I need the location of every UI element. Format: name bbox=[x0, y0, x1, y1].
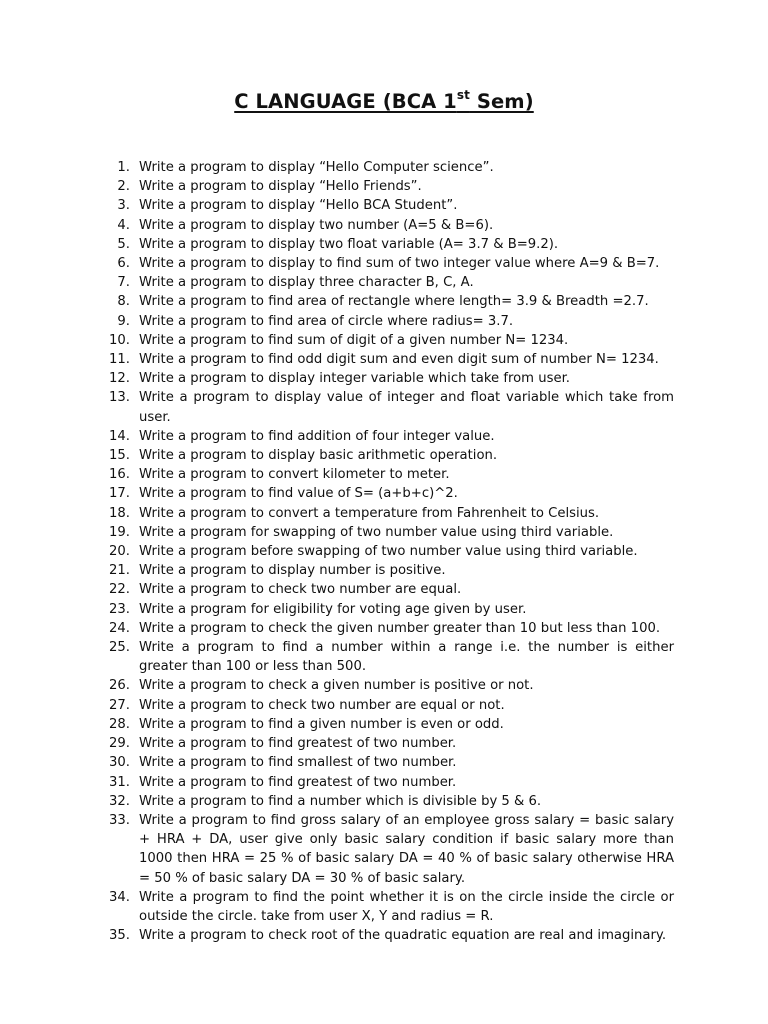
title-main: C LANGUAGE (BCA 1 bbox=[234, 89, 457, 113]
list-item bbox=[96, 254, 674, 273]
list-item bbox=[96, 216, 674, 235]
list-item-number: 7. bbox=[117, 275, 130, 291]
list-item bbox=[96, 696, 674, 715]
list-item-number: 29. bbox=[109, 736, 130, 752]
list-item-text: Write a program to display number is positive. bbox=[139, 563, 446, 579]
list-item-text: Write a program to check a given number is positive or not. bbox=[139, 678, 534, 694]
list-item-text: Write a program to find addition of four integer value. bbox=[139, 428, 495, 444]
list-item-number: 17. bbox=[109, 486, 130, 502]
list-item bbox=[96, 619, 674, 638]
list-item-text: Write a program to display integer variable which take from user. bbox=[139, 371, 570, 387]
page-title bbox=[0, 89, 768, 113]
list-item-number: 24. bbox=[109, 620, 130, 636]
list-item-text: Write a program to find a given number is even or odd. bbox=[139, 716, 504, 732]
list-item-number: 10. bbox=[109, 332, 130, 348]
list-item bbox=[96, 926, 674, 945]
list-item-text: Write a program to check root of the quadratic equation are real and imaginary. bbox=[139, 928, 667, 944]
list-item-text: Write a program to find odd digit sum and even digit sum of number N= 1234. bbox=[139, 352, 659, 368]
list-item-number: 34. bbox=[109, 889, 130, 905]
list-item-text: Write a program to find smallest of two number. bbox=[139, 755, 457, 771]
list-item-text: Write a program to display value of integer and float variable which take from user. bbox=[139, 390, 674, 425]
list-item-text: Write a program to check two number are equal. bbox=[139, 582, 462, 598]
list-item-text: Write a program before swapping of two number value using third variable. bbox=[139, 544, 638, 560]
list-item-text: Write a program to check the given number greater than 10 but less than 100. bbox=[139, 620, 661, 636]
list-item-text: Write a program for swapping of two number value using third variable. bbox=[139, 524, 614, 540]
list-item-number: 35. bbox=[109, 928, 130, 944]
list-item-number: 1. bbox=[117, 160, 130, 175]
list-item bbox=[96, 504, 674, 523]
list-item bbox=[96, 523, 674, 542]
list-item-number: 18. bbox=[109, 505, 130, 521]
list-item-number: 25. bbox=[109, 640, 130, 656]
list-item-text: Write a program to convert kilometer to meter. bbox=[139, 467, 450, 483]
list-item-number: 12. bbox=[109, 371, 130, 387]
list-item-text: Write a program to display two number (A=5 & B=6). bbox=[139, 217, 494, 233]
list-item-number: 23. bbox=[109, 601, 130, 617]
list-item bbox=[96, 484, 674, 503]
list-item-text: Write a program to find value of S= (a+b+c)^2. bbox=[139, 486, 458, 502]
list-item-text: Write a program to find greatest of two number. bbox=[139, 774, 457, 790]
list-item-number: 30. bbox=[109, 755, 130, 771]
list-item-number: 8. bbox=[117, 294, 130, 310]
list-item bbox=[96, 388, 674, 426]
list-item bbox=[96, 465, 674, 484]
list-item-text: Write a program to display “Hello BCA Student”. bbox=[139, 198, 458, 214]
list-item bbox=[96, 235, 674, 254]
list-item bbox=[96, 734, 674, 753]
list-item-number: 14. bbox=[109, 428, 130, 444]
list-item bbox=[96, 638, 674, 676]
list-item-number: 22. bbox=[109, 582, 130, 598]
list-item-text: Write a program to find a number which is divisible by 5 & 6. bbox=[139, 793, 542, 809]
list-item-number: 16. bbox=[109, 467, 130, 483]
list-item-text: Write a program to display “Hello Friends”. bbox=[139, 179, 422, 195]
list-item bbox=[96, 888, 674, 926]
list-item bbox=[96, 561, 674, 580]
list-item-number: 28. bbox=[109, 716, 130, 732]
list-item bbox=[96, 177, 674, 196]
list-item-number: 3. bbox=[117, 198, 130, 214]
title-end: Sem) bbox=[469, 89, 534, 113]
list-item bbox=[96, 792, 674, 811]
list-item bbox=[96, 753, 674, 772]
list-item-number: 27. bbox=[109, 697, 130, 713]
list-item-text: Write a program to find area of circle where radius= 3.7. bbox=[139, 313, 514, 329]
list-item bbox=[96, 715, 674, 734]
list-item-text: Write a program to display two float variable (A= 3.7 & B=9.2). bbox=[139, 236, 559, 252]
list-item bbox=[96, 446, 674, 465]
list-item bbox=[96, 312, 674, 331]
list-item bbox=[96, 273, 674, 292]
list-item bbox=[96, 158, 674, 177]
list-item-text: Write a program to display three character B, C, A. bbox=[139, 275, 474, 291]
list-item-number: 33. bbox=[109, 812, 130, 828]
list-item-number: 4. bbox=[117, 217, 130, 233]
list-item bbox=[96, 676, 674, 695]
list-item bbox=[96, 811, 674, 888]
list-item bbox=[96, 600, 674, 619]
list-item-text: Write a program to convert a temperature from Fahrenheit to Celsius. bbox=[139, 505, 600, 521]
list-item-number: 11. bbox=[109, 352, 130, 368]
list-item bbox=[96, 331, 674, 350]
list-item-text: Write a program to find sum of digit of a given number N= 1234. bbox=[139, 332, 569, 348]
title-superscript: st bbox=[456, 88, 470, 102]
list-item-number: 32. bbox=[109, 793, 130, 809]
list-item-text: Write a program to display “Hello Computer science”. bbox=[139, 160, 494, 175]
list-item-number: 9. bbox=[117, 313, 130, 329]
list-item bbox=[96, 580, 674, 599]
list-item bbox=[96, 773, 674, 792]
list-item-text: Write a program to display to find sum of two integer value where A=9 & B=7. bbox=[139, 256, 660, 272]
list-item-number: 21. bbox=[109, 563, 130, 579]
list-item-text: Write a program to find greatest of two number. bbox=[139, 736, 457, 752]
list-item-text: Write a program to find the point whether it is on the circle inside the circle or outside the circle. take from user X, Y and radius = R. bbox=[139, 889, 674, 924]
list-item-number: 26. bbox=[109, 678, 130, 694]
list-item-number: 19. bbox=[109, 524, 130, 540]
list-item bbox=[96, 350, 674, 369]
list-item-number: 2. bbox=[117, 179, 130, 195]
program-list bbox=[96, 158, 674, 945]
list-item bbox=[96, 542, 674, 561]
list-item bbox=[96, 196, 674, 215]
list-item-number: 31. bbox=[109, 774, 130, 790]
list-item-number: 20. bbox=[109, 544, 130, 560]
list-item-text: Write a program to find area of rectangle where length= 3.9 & Breadth =2.7. bbox=[139, 294, 649, 310]
list-item-number: 5. bbox=[117, 236, 130, 252]
list-item-text: Write a program to display basic arithmetic operation. bbox=[139, 448, 498, 464]
list-item-text: Write a program for eligibility for voting age given by user. bbox=[139, 601, 527, 617]
list-item-number: 13. bbox=[109, 390, 130, 406]
list-item-number: 6. bbox=[117, 256, 130, 272]
list-item bbox=[96, 427, 674, 446]
list-item bbox=[96, 292, 674, 311]
list-item-text: Write a program to check two number are equal or not. bbox=[139, 697, 505, 713]
list-item-text: Write a program to find a number within a range i.e. the number is either greater than 100 or less than 500. bbox=[139, 640, 674, 675]
list-item-number: 15. bbox=[109, 448, 130, 464]
list-item bbox=[96, 369, 674, 388]
list-item-text: Write a program to find gross salary of an employee gross salary = basic salary + HRA + DA, user give only basic salary condition if basic salary more than 1000 then HRA = 25 % of basic salary DA = 40 % of basic salary otherwise HRA = 50 % of basic salary DA = 30 % of basic salary. bbox=[139, 812, 674, 886]
